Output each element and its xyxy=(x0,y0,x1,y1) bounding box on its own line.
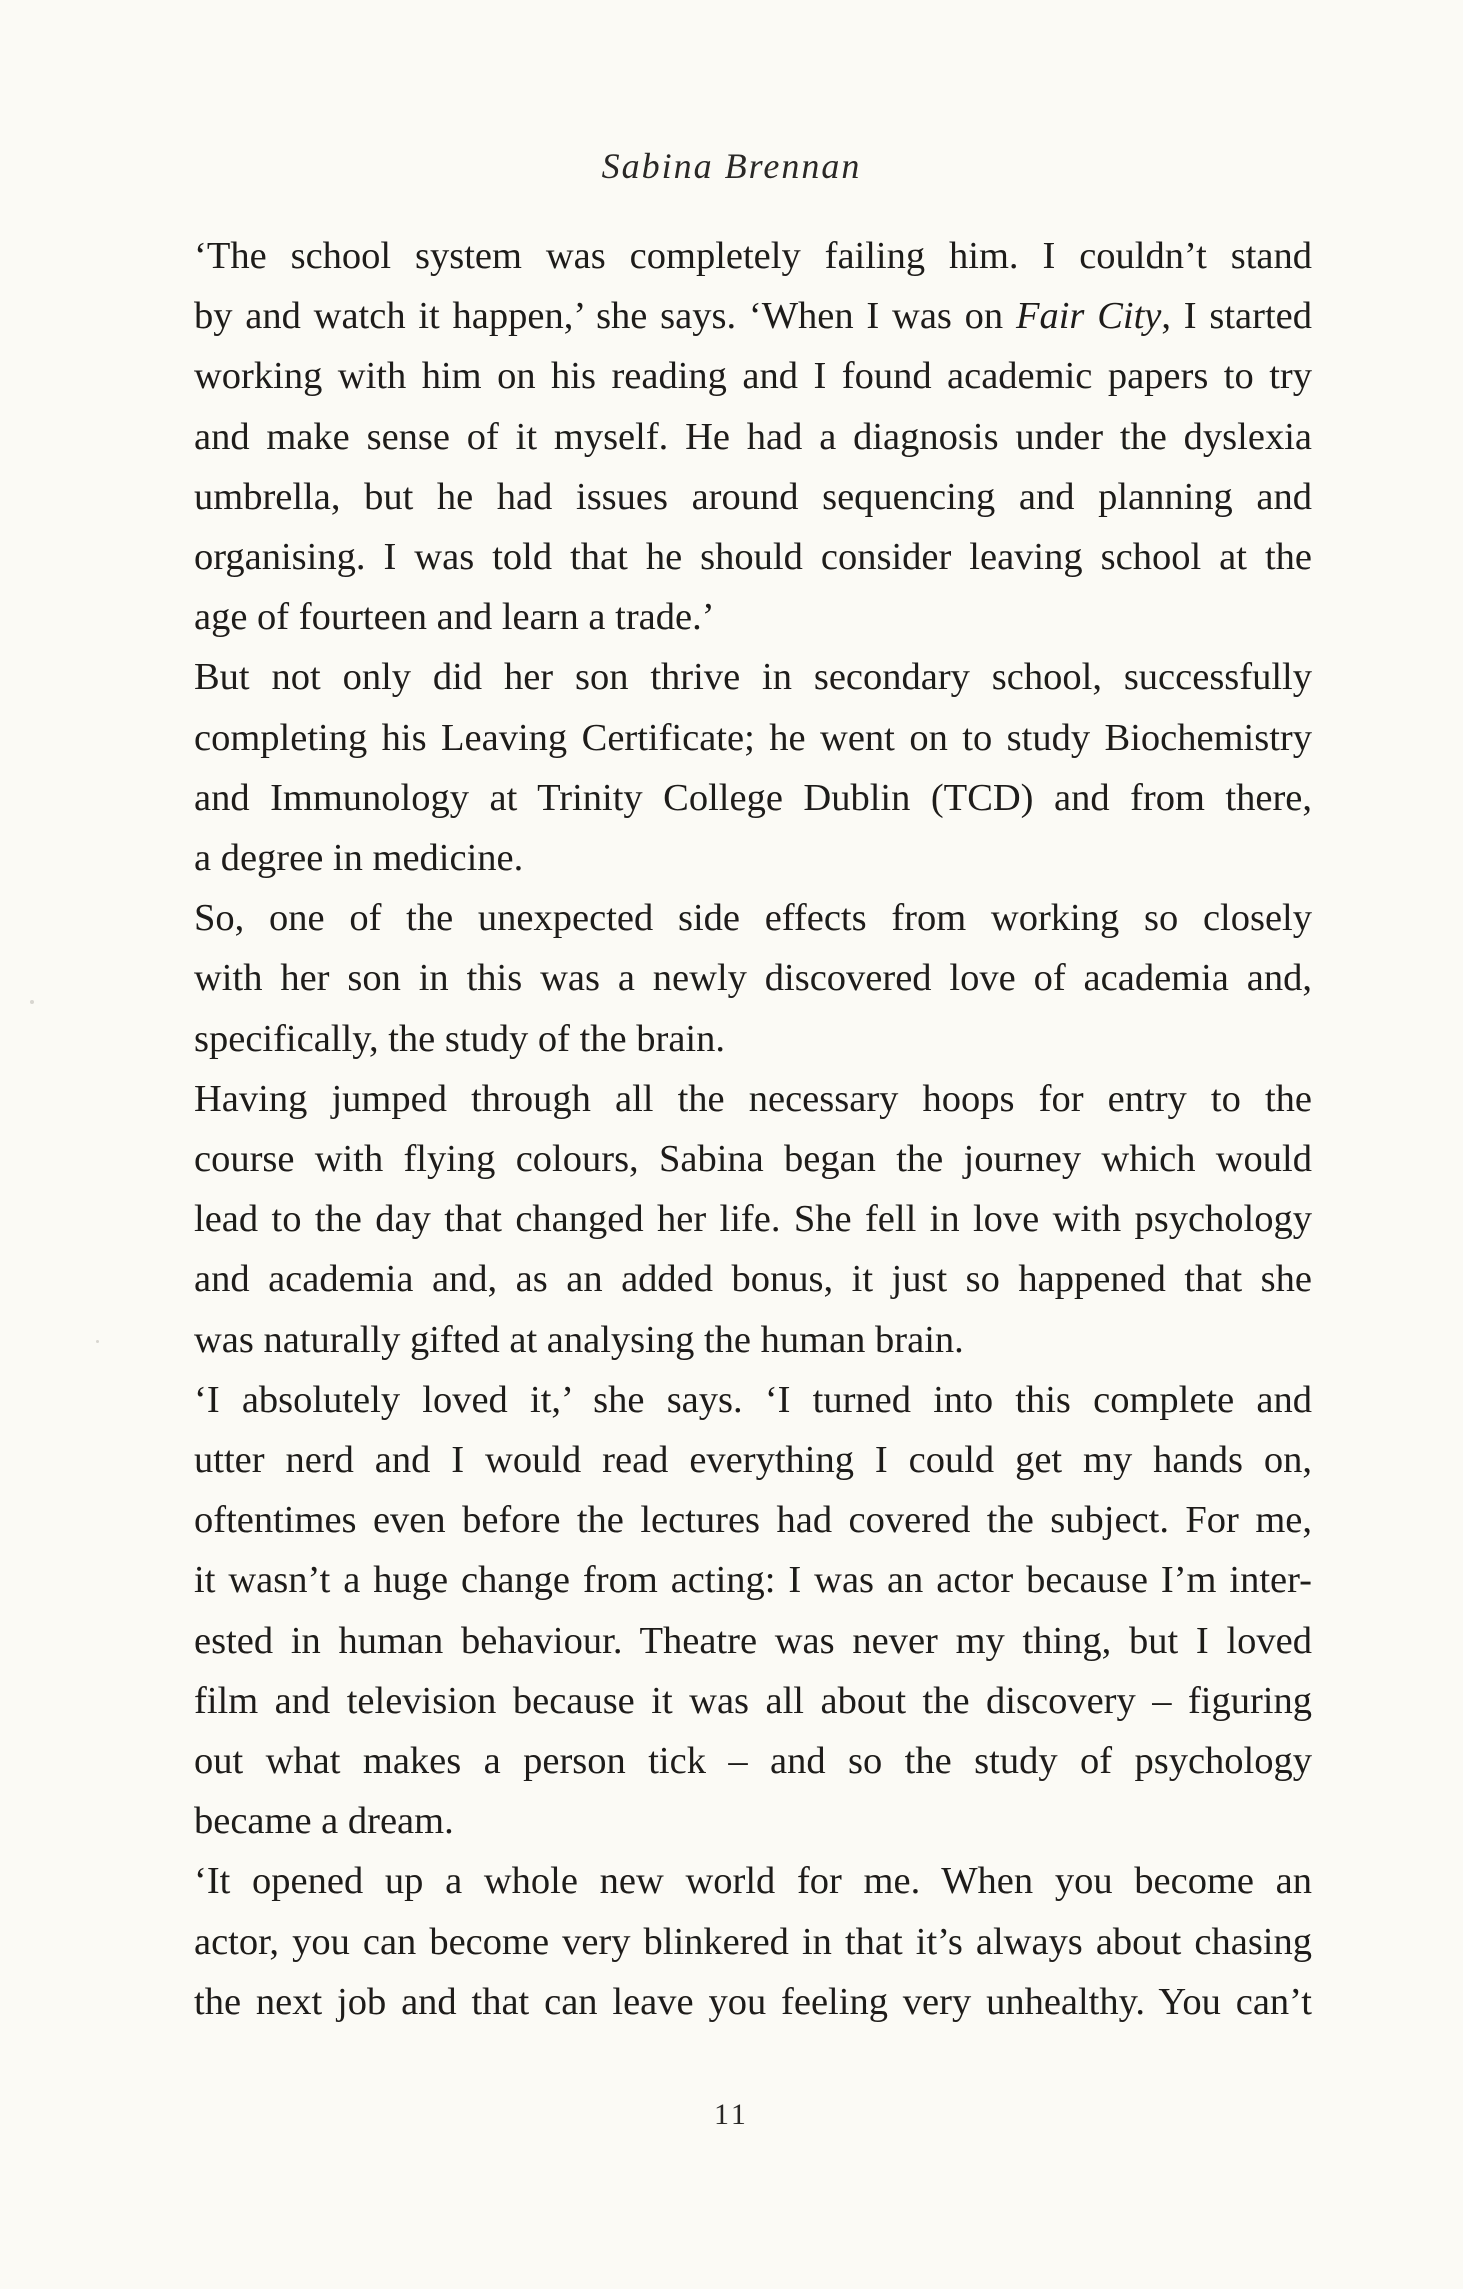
text-line: lead to the day that changed her life. She fell in love with psychology xyxy=(194,1198,1312,1241)
page-number: 11 xyxy=(714,2098,749,2131)
text-line: utter nerd and I would read everything I could get my hands on, xyxy=(194,1439,1312,1482)
text-line: So, one of the unexpected side effects from working so closely xyxy=(194,897,1312,940)
text-line: film and television because it was all about the discovery – figuring xyxy=(194,1679,1312,1722)
text-line: and academia and, as an added bonus, it just so happened that she xyxy=(194,1258,1312,1301)
text-line: organising. I was told that he should consider leaving school at the xyxy=(194,536,1312,579)
text-line: course with flying colours, Sabina began the journey which would xyxy=(194,1138,1312,1181)
paragraph xyxy=(154,1069,1312,1370)
text-line: oftentimes even before the lectures had covered the subject. For me, xyxy=(194,1499,1312,1542)
text-line: ‘The school system was completely failing him. I couldn’t stand xyxy=(194,235,1312,277)
text-line: working with him on his reading and I found academic papers to try xyxy=(194,355,1312,398)
text-line: completing his Leaving Certificate; he went on to study Biochemistry xyxy=(194,716,1312,759)
text-line: ested in human behaviour. Theatre was never my thing, but I loved xyxy=(194,1619,1312,1662)
text-line: umbrella, but he had issues around sequencing and planning and xyxy=(194,475,1312,518)
paper-speck xyxy=(96,1340,99,1343)
body-text xyxy=(154,226,1312,2032)
text-line: was naturally gifted at analysing the human brain. xyxy=(194,1318,964,1361)
paragraph xyxy=(154,1851,1312,2032)
text-line: became a dream. xyxy=(194,1800,454,1843)
text-line: and Immunology at Trinity College Dublin (TCD) and from there, xyxy=(194,776,1312,819)
text-line: it wasn’t a huge change from acting: I was an actor because I’m inter- xyxy=(194,1559,1312,1602)
running-head: Sabina Brennan xyxy=(601,146,862,186)
text-line: actor, you can become very blinkered in that it’s always about chasing xyxy=(194,1920,1312,1963)
text-line: a degree in medicine. xyxy=(194,837,524,880)
paragraph xyxy=(154,647,1312,888)
text-fragment: , I started xyxy=(1161,295,1312,338)
text-line: Having jumped through all the necessary hoops for entry to the xyxy=(194,1077,1312,1120)
text-line: and make sense of it myself. He had a diagnosis under the dyslexia xyxy=(194,415,1312,458)
paragraph xyxy=(154,888,1312,1069)
text-line: ‘I absolutely loved it,’ she says. ‘I turned into this complete and xyxy=(194,1378,1312,1421)
paper-speck xyxy=(30,1000,34,1004)
text-line xyxy=(154,286,1312,346)
text-line: ‘It opened up a whole new world for me. When you become an xyxy=(194,1860,1312,1903)
text-line: specifically, the study of the brain. xyxy=(194,1017,725,1060)
text-fragment: by and watch it happen,’ she says. ‘When I was on xyxy=(194,295,1016,338)
text-line: out what makes a person tick – and so the study of psychology xyxy=(194,1740,1312,1783)
italic-title: Fair City xyxy=(1015,295,1162,338)
paragraph xyxy=(154,1370,1312,1852)
text-line: But not only did her son thrive in secondary school, successfully xyxy=(194,656,1312,699)
paragraph xyxy=(154,226,1312,647)
text-line: age of fourteen and learn a trade.’ xyxy=(194,596,715,639)
text-line: with her son in this was a newly discovered love of academia and, xyxy=(194,957,1312,1000)
text-line: the next job and that can leave you feeling very unhealthy. You can’t xyxy=(194,1980,1312,2023)
